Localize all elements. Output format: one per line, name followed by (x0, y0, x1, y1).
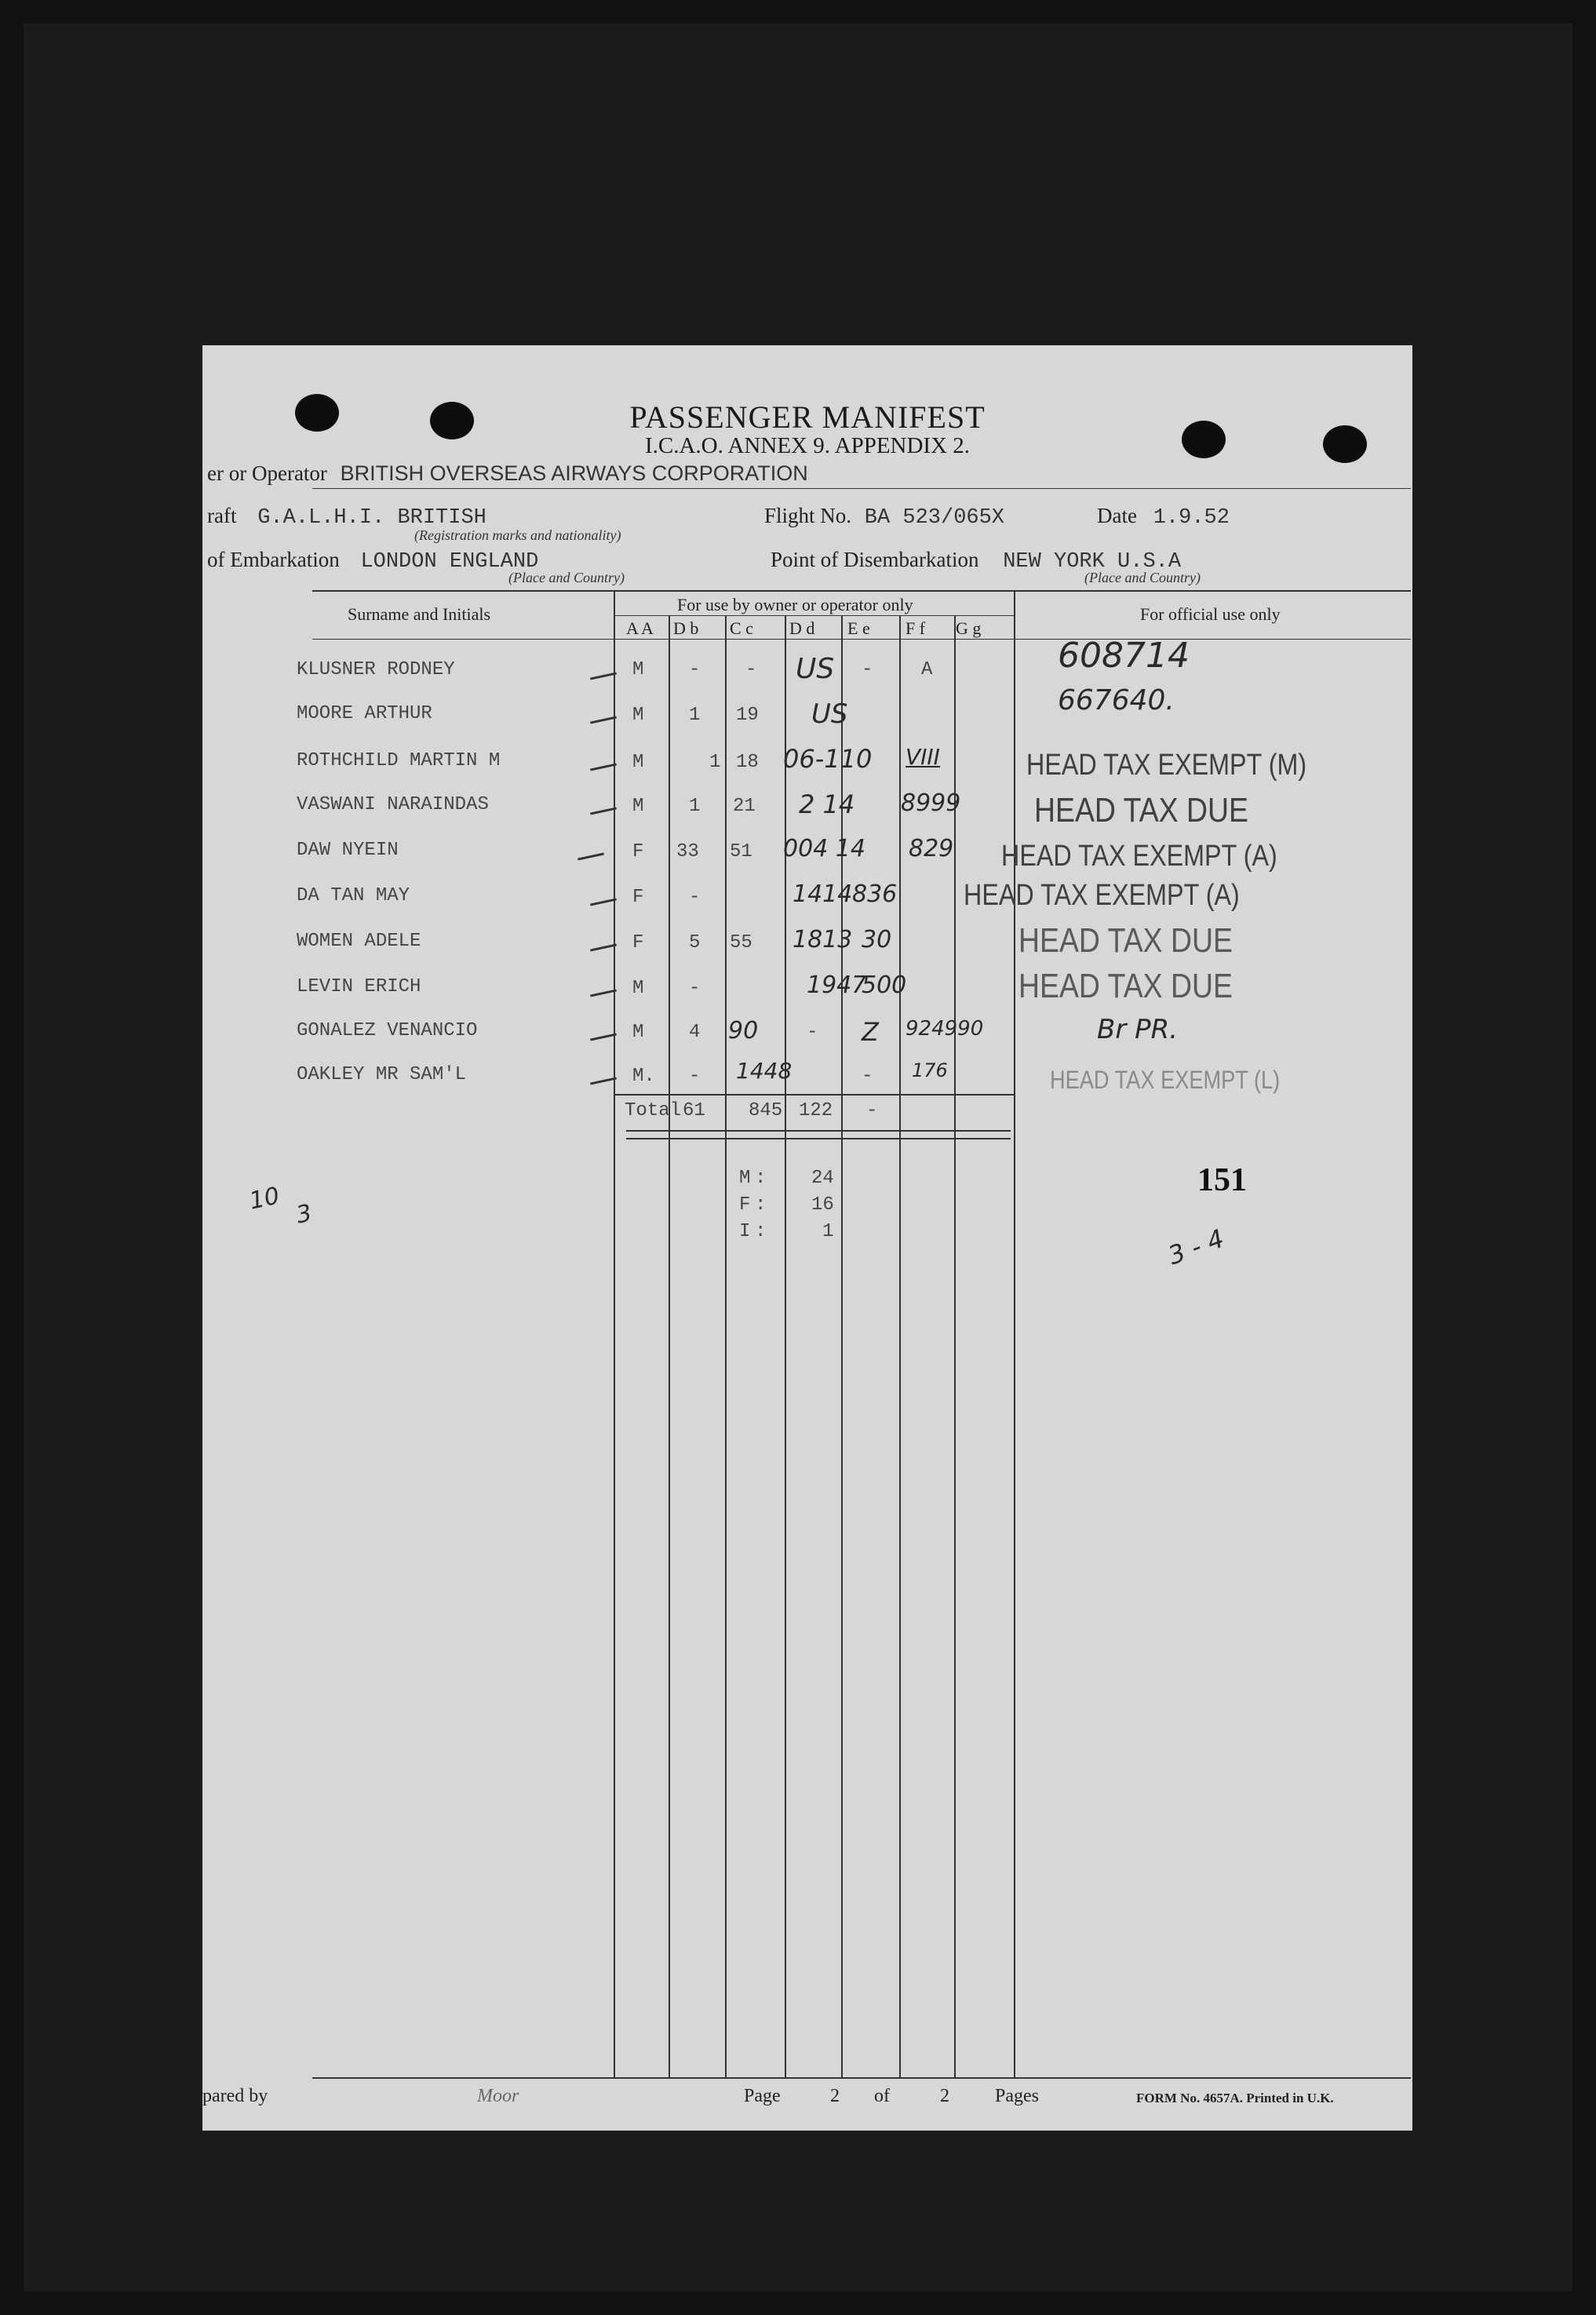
aircraft-label: raft (207, 504, 237, 527)
flight-row (764, 504, 1004, 530)
col-divider (954, 615, 956, 2077)
col-divider (899, 615, 901, 2077)
c-cell: - (745, 659, 757, 680)
operator-row (207, 461, 808, 486)
check-mark (590, 1033, 617, 1041)
b-cell: - (689, 887, 701, 908)
sex-cell: M (632, 659, 644, 680)
total-c: 845 (749, 1100, 783, 1121)
rule (614, 1094, 1014, 1096)
f-cell: VIII (905, 744, 940, 770)
rule (312, 639, 1411, 640)
page-number: 2 (830, 2086, 840, 2106)
table-top-rule (312, 590, 1411, 592)
manifest-subtitle: I.C.A.O. ANNEX 9. APPENDIX 2. (644, 433, 971, 458)
b-cell: 1 (689, 796, 701, 817)
col-label-f: F f (905, 618, 926, 638)
embarkation-label: of Embarkation (207, 548, 340, 571)
disembarkation-value: NEW YORK U.S.A (1003, 550, 1182, 574)
embarkation-caption: (Place and Country) (508, 570, 625, 585)
head-tax-stamp: HEAD TAX EXEMPT (A) (964, 879, 1240, 912)
date-value: 1.9.52 (1153, 506, 1230, 530)
passenger-name: MOORE ARTHUR (297, 703, 432, 724)
col-divider (1014, 590, 1015, 2077)
prepared-by-value: Moor (477, 2086, 519, 2106)
col-label-e: E e (847, 618, 870, 638)
operator-use-header: For use by owner or operator only (677, 595, 913, 614)
footer-rule (312, 2077, 1411, 2079)
rule (626, 1130, 1011, 1132)
d-cell: 2 14 (799, 789, 855, 819)
rule (626, 1138, 1011, 1139)
operator-label: er or Operator (207, 461, 327, 485)
d-cell: 004 14 (783, 835, 865, 862)
col-label-g: G g (956, 618, 982, 638)
col-label-c: C c (730, 618, 753, 638)
passenger-name: OAKLEY MR SAM'L (297, 1064, 467, 1085)
official-number: Br PR. (1097, 1014, 1179, 1045)
f-cell: 829 (909, 835, 954, 862)
passenger-name: DAW NYEIN (297, 840, 399, 861)
check-mark (590, 898, 617, 906)
summary-value: 24 (811, 1168, 834, 1189)
b-cell: 1 (709, 752, 721, 773)
e-cell: 500 (862, 972, 907, 999)
page-label: Page (744, 2086, 781, 2106)
sex-cell: M (632, 752, 644, 773)
official-number: 608714 (1058, 636, 1190, 676)
e-cell: Z (862, 1017, 879, 1047)
c-cell: 51 (730, 841, 752, 862)
check-mark (590, 943, 617, 951)
surname-header: Surname and Initials (348, 604, 491, 624)
head-tax-stamp: HEAD TAX DUE (1018, 967, 1233, 1005)
d-cell: 1414 (793, 880, 853, 908)
sex-cell: F (632, 841, 644, 862)
col-label-a: A A (626, 618, 654, 638)
check-mark (578, 852, 604, 860)
e-cell: 30 (862, 926, 892, 953)
aircraft-caption: (Registration marks and nationality) (414, 527, 621, 543)
d-cell: 06-110 (783, 744, 873, 774)
rule (312, 488, 1411, 489)
margin-note: 10 (246, 1182, 282, 1216)
total-d: 122 (799, 1100, 833, 1121)
head-tax-stamp: HEAD TAX EXEMPT (M) (1026, 749, 1307, 782)
pages-label: Pages (995, 2086, 1039, 2106)
date-row (1097, 504, 1230, 530)
passenger-name: KLUSNER RODNEY (297, 659, 455, 680)
official-use-header: For official use only (1140, 604, 1281, 624)
page-total: 2 (940, 2086, 949, 2106)
check-mark (590, 763, 617, 771)
e-cell: - (862, 659, 873, 680)
d-cell: 1947 (807, 972, 867, 999)
c-cell: 18 (736, 752, 759, 773)
manifest-sheet: PASSENGER MANIFEST I.C.A.O. ANNEX 9. APPENDIX 2. er or Operator BRITISH OVERSEAS AIRWAYS CORPORATION raft G.A.L.H.I. BRITISH (Registration marks and nationality) Flight No. BA 523/065X Date 1.9.52 of Embarkation LONDON ENGLAND (Place and Country) Point of Disembarkation NEW YORK U.S.A (Place and Country) Surname and Initials For use by owner or operator only For official use only A A D b C c D d E e F f G g KLUSNER RODNEY MOORE ARTHUR ROTHCHILD MARTIN M VASWANI NARAINDAS DAW NYEIN DA TAN MAY WOMEN ADELE LEVIN ERICH GONALEZ VENANCIO OAKLEY MR SAM'L M M M M F F F M M M. - 1 1 1 33 - 5 - 4 - - 19 18 21 51 55 90 1448 US US 06-110 2 14 004 14 1414 1813 1947 - - 836 30 500 Z - A VIII 8999 829 924990 176 608714 667640. Br PR. HEAD TAX EXEMPT (M) HEAD TAX DUE HEAD TAX EXEMPT (A) HEAD TAX EXEMPT (A) HEAD TAX DUE HEAD TAX DUE HEAD TAX EXEMPT (L) Total 61 845 122 - M : 24 F : 16 I : 1 10 3 3 - 4 151 pared by Moor Page 2 of 2 Pages FORM No. 4657A. Printed in U.K. (202, 345, 1412, 2131)
b-cell: - (689, 1066, 701, 1087)
head-tax-stamp: HEAD TAX DUE (1034, 791, 1248, 829)
prepared-by-label: pared by (202, 2086, 268, 2106)
check-mark (590, 989, 617, 997)
passenger-name: LEVIN ERICH (297, 976, 421, 997)
manifest-title: PASSENGER MANIFEST (629, 399, 986, 435)
b-cell: - (689, 978, 701, 999)
col-divider (669, 615, 670, 2077)
margin-note: 3 - 4 (1164, 1223, 1228, 1271)
b-cell: 33 (676, 841, 699, 862)
check-mark (590, 807, 617, 815)
disembarkation-label: Point of Disembarkation (771, 548, 979, 571)
summary-key: F (739, 1194, 751, 1216)
d-cell: 1813 (793, 926, 853, 953)
disembarkation-caption: (Place and Country) (1084, 570, 1201, 585)
f-cell: A (921, 659, 933, 680)
aircraft-row (207, 504, 486, 530)
passenger-name: WOMEN ADELE (297, 931, 421, 952)
b-cell: 4 (689, 1022, 701, 1043)
col-divider (614, 590, 615, 2077)
d-cell: - (807, 1022, 818, 1043)
sex-cell: F (632, 887, 644, 908)
sex-cell: M (632, 978, 644, 999)
sex-cell: M (632, 796, 644, 817)
total-b: 61 (683, 1100, 705, 1121)
summary-value: 1 (822, 1221, 834, 1242)
total-label: Total (625, 1100, 682, 1121)
b-cell: - (689, 659, 701, 680)
col-label-b: D b (673, 618, 699, 638)
passenger-name: VASWANI NARAINDAS (297, 794, 489, 815)
flight-label: Flight No. (764, 504, 852, 527)
head-tax-stamp: HEAD TAX DUE (1018, 921, 1233, 960)
date-label: Date (1097, 504, 1137, 527)
f-cell: 8999 (901, 789, 961, 817)
b-cell: 1 (689, 705, 701, 726)
summary-value: 16 (811, 1194, 834, 1216)
form-number: FORM No. 4657A. Printed in U.K. (1136, 2091, 1334, 2105)
flight-value: BA 523/065X (864, 506, 1005, 530)
col-divider (725, 615, 727, 2077)
d-cell: US (796, 653, 835, 685)
total-e: - (866, 1100, 878, 1121)
summary-key: I (739, 1221, 751, 1242)
c-cell: 55 (730, 932, 752, 953)
c-cell: 1448 (736, 1058, 793, 1084)
head-tax-stamp: HEAD TAX EXEMPT (A) (1001, 840, 1277, 873)
passenger-name: GONALEZ VENANCIO (297, 1020, 478, 1041)
passenger-name: ROTHCHILD MARTIN M (297, 750, 501, 771)
c-cell: 21 (733, 796, 756, 817)
sex-cell: M (632, 1022, 644, 1043)
e-cell: 836 (852, 880, 898, 908)
f-cell: 176 (912, 1059, 948, 1081)
check-mark (590, 672, 617, 680)
c-cell: 90 (728, 1017, 759, 1044)
sex-cell: M. (632, 1066, 655, 1087)
summary-key: M (739, 1168, 751, 1189)
operator-value: BRITISH OVERSEAS AIRWAYS CORPORATION (340, 461, 808, 485)
passenger-name: DA TAN MAY (297, 885, 410, 906)
of-label: of (874, 2086, 890, 2106)
c-cell: 19 (736, 705, 759, 726)
check-mark (590, 716, 617, 724)
col-label-d: D d (789, 618, 815, 638)
f-cell: 924990 (905, 1017, 984, 1041)
sex-cell: F (632, 932, 644, 953)
head-tax-stamp: HEAD TAX EXEMPT (L) (1050, 1066, 1281, 1094)
embarkation-row (207, 548, 538, 574)
official-number: 667640. (1058, 684, 1175, 716)
e-cell: - (862, 1066, 873, 1087)
margin-note: 3 (293, 1199, 315, 1230)
d-cell: US (811, 698, 848, 730)
b-cell: 5 (689, 932, 701, 953)
embarkation-value: LONDON ENGLAND (360, 550, 539, 574)
sex-cell: M (632, 705, 644, 726)
check-mark (590, 1077, 617, 1085)
aircraft-value: G.A.L.H.I. BRITISH (257, 506, 486, 530)
page-stamp: 151 (1197, 1162, 1247, 1198)
